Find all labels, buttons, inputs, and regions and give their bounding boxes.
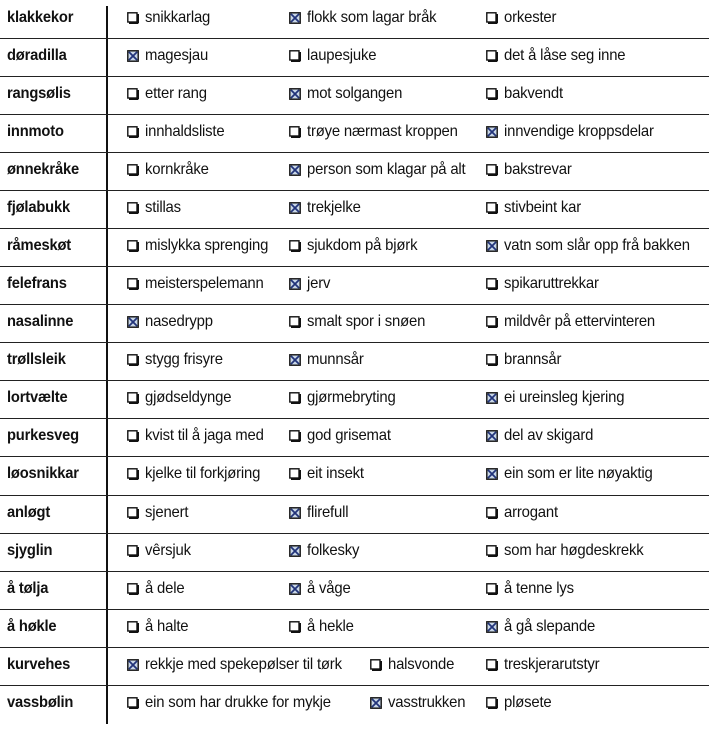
checkbox-icon[interactable] [289, 316, 301, 328]
option-label: rekkje med spekepølser til tørk [145, 656, 342, 673]
term-label: døradilla [7, 47, 67, 64]
answer-option[interactable] [486, 427, 600, 445]
answer-option[interactable] [486, 47, 635, 65]
answer-option[interactable] [289, 465, 368, 483]
quiz-row [0, 648, 709, 686]
term-label: felefrans [7, 275, 67, 292]
answer-option[interactable] [289, 9, 446, 27]
answer-option[interactable] [486, 161, 577, 179]
answer-option[interactable] [127, 656, 357, 674]
answer-option[interactable] [289, 580, 354, 598]
answer-option[interactable] [289, 389, 402, 407]
answer-option[interactable] [127, 123, 230, 141]
term-label: å høkle [7, 618, 57, 635]
checkbox-icon[interactable] [289, 126, 301, 138]
answer-option[interactable] [289, 351, 368, 369]
answer-option[interactable] [127, 618, 192, 636]
option-label: bakstrevar [504, 161, 572, 178]
option-label: å halte [145, 618, 189, 635]
answer-option[interactable] [289, 427, 397, 445]
answer-option[interactable] [370, 694, 471, 712]
option-label: gjødseldynge [145, 389, 232, 406]
answer-option[interactable] [486, 313, 666, 331]
checkbox-icon[interactable] [127, 12, 139, 24]
quiz-row [0, 496, 709, 534]
term-label: purkesveg [7, 427, 79, 444]
checked-box-icon[interactable] [370, 697, 382, 709]
checked-box-icon[interactable] [486, 392, 498, 404]
answer-option[interactable] [486, 9, 560, 27]
answer-option[interactable] [289, 542, 363, 560]
checked-box-icon[interactable] [289, 545, 301, 557]
checkbox-icon[interactable] [127, 430, 139, 442]
answer-option[interactable] [127, 580, 187, 598]
checkbox-icon[interactable] [370, 659, 382, 671]
option-label: trøye nærmast kroppen [307, 123, 458, 140]
option-label: nasedrypp [145, 313, 213, 330]
answer-option[interactable] [486, 275, 606, 293]
answer-option[interactable] [486, 237, 704, 255]
option-label: halsvonde [388, 656, 455, 673]
checkbox-icon[interactable] [127, 697, 139, 709]
term-label: lortvælte [7, 389, 68, 406]
option-label: mot solgangen [307, 85, 403, 102]
checkbox-icon[interactable] [486, 507, 498, 519]
term-label: trøllsleik [7, 351, 66, 368]
quiz-row [0, 267, 709, 305]
checked-box-icon[interactable] [289, 507, 301, 519]
checkbox-icon[interactable] [486, 354, 498, 366]
answer-option[interactable] [127, 542, 194, 560]
option-label: trekjelke [307, 199, 361, 216]
term-label: anløgt [7, 504, 51, 521]
term-label: nasalinne [7, 313, 74, 330]
checkbox-icon[interactable] [486, 50, 498, 62]
answer-option[interactable] [127, 199, 184, 217]
quiz-row [0, 343, 709, 381]
option-label: ein som er lite nøyaktig [504, 465, 653, 482]
checked-box-icon[interactable] [289, 88, 301, 100]
quiz-row [0, 457, 709, 496]
checkbox-icon[interactable] [486, 12, 498, 24]
answer-option[interactable] [486, 85, 567, 103]
term-label: fjølabukk [7, 199, 70, 216]
option-label: smalt spor i snøen [307, 313, 426, 330]
answer-option[interactable] [289, 275, 332, 293]
checkbox-icon[interactable] [486, 278, 498, 290]
option-label: å dele [145, 580, 185, 597]
option-label: det å låse seg inne [504, 47, 626, 64]
quiz-row [0, 229, 709, 267]
checkbox-icon[interactable] [289, 392, 301, 404]
answer-option[interactable] [486, 123, 665, 141]
term-label: kurvehes [7, 656, 71, 673]
option-label: jerv [307, 275, 331, 292]
checked-box-icon[interactable] [289, 583, 301, 595]
option-label: kvist til å jaga med [145, 427, 264, 444]
quiz-row [0, 115, 709, 153]
checkbox-icon[interactable] [127, 507, 139, 519]
quiz-row [0, 153, 709, 191]
checkbox-icon[interactable] [127, 164, 139, 176]
checkbox-icon[interactable] [486, 697, 498, 709]
answer-option[interactable] [289, 123, 469, 141]
checkbox-icon[interactable] [127, 278, 139, 290]
answer-option[interactable] [127, 389, 238, 407]
answer-option[interactable] [486, 351, 566, 369]
option-label: ein som har drukke for mykje [145, 694, 331, 711]
option-label: flirefull [307, 504, 349, 521]
option-label: som har høgdeskrekk [504, 542, 644, 559]
term-label: klakkekor [7, 9, 74, 26]
quiz-row [0, 381, 709, 419]
checked-box-icon[interactable] [486, 240, 498, 252]
option-label: meisterspelemann [145, 275, 264, 292]
answer-option[interactable] [289, 313, 434, 331]
term-label: innmoto [7, 123, 64, 140]
answer-option[interactable] [486, 580, 579, 598]
answer-option[interactable] [127, 427, 273, 445]
checkbox-icon[interactable] [127, 468, 139, 480]
option-label: sjenert [145, 504, 189, 521]
answer-option[interactable] [127, 504, 192, 522]
term-label: rangsølis [7, 85, 71, 102]
term-label: vassbølin [7, 694, 74, 711]
answer-option[interactable] [127, 313, 218, 331]
option-label: stivbeint kar [504, 199, 581, 216]
answer-option[interactable] [127, 694, 345, 712]
quiz-row [0, 1, 709, 39]
checkbox-icon[interactable] [289, 468, 301, 480]
answer-option[interactable] [127, 47, 213, 65]
option-label: etter rang [145, 85, 207, 102]
answer-option[interactable] [486, 542, 654, 560]
option-label: å tenne lys [504, 580, 574, 597]
option-label: laupesjuke [307, 47, 377, 64]
option-label: kjelke til forkjøring [145, 465, 261, 482]
checkbox-icon[interactable] [127, 545, 139, 557]
term-label: å tølja [7, 580, 49, 597]
checked-box-icon[interactable] [289, 278, 301, 290]
quiz-row [0, 305, 709, 343]
checkbox-icon[interactable] [127, 126, 139, 138]
checkbox-icon[interactable] [289, 240, 301, 252]
option-label: flokk som lagar bråk [307, 9, 437, 26]
answer-option[interactable] [289, 47, 382, 65]
answer-option[interactable] [289, 161, 477, 179]
term-label: råmeskøt [7, 237, 71, 254]
answer-option[interactable] [127, 275, 273, 293]
option-label: innvendige kroppsdelar [504, 123, 654, 140]
answer-option[interactable] [127, 237, 277, 255]
option-label: person som klagar på alt [307, 161, 466, 178]
checked-box-icon[interactable] [289, 354, 301, 366]
option-label: mislykka sprenging [145, 237, 269, 254]
answer-option[interactable] [127, 161, 213, 179]
option-label: gjørmebryting [307, 389, 396, 406]
checkbox-icon[interactable] [486, 88, 498, 100]
option-label: å gå slepande [504, 618, 596, 635]
answer-option[interactable] [486, 504, 562, 522]
option-label: mildvêr på ettervinteren [504, 313, 656, 330]
checkbox-icon[interactable] [127, 240, 139, 252]
checkbox-icon[interactable] [127, 354, 139, 366]
quiz-row [0, 191, 709, 229]
answer-option[interactable] [289, 618, 357, 636]
checkbox-icon[interactable] [127, 392, 139, 404]
checkbox-icon[interactable] [486, 583, 498, 595]
term-label: løosnikkar [7, 465, 79, 482]
answer-option[interactable] [127, 9, 215, 27]
checked-box-icon[interactable] [289, 12, 301, 24]
checkbox-icon[interactable] [486, 164, 498, 176]
checkbox-icon[interactable] [127, 583, 139, 595]
answer-option[interactable] [486, 465, 664, 483]
checked-box-icon[interactable] [289, 202, 301, 214]
option-label: del av skigard [504, 427, 594, 444]
checkbox-icon[interactable] [127, 621, 139, 633]
quiz-row [0, 610, 709, 648]
option-label: brannsår [504, 351, 562, 368]
checked-box-icon[interactable] [486, 430, 498, 442]
checkbox-icon[interactable] [289, 430, 301, 442]
checked-box-icon[interactable] [486, 468, 498, 480]
answer-option[interactable] [289, 85, 409, 103]
option-label: stillas [145, 199, 181, 216]
checkbox-icon[interactable] [486, 545, 498, 557]
option-label: innhaldsliste [145, 123, 225, 140]
checked-box-icon[interactable] [289, 164, 301, 176]
checked-box-icon[interactable] [486, 126, 498, 138]
option-label: kornkråke [145, 161, 209, 178]
answer-option[interactable] [486, 694, 555, 712]
answer-option[interactable] [370, 656, 459, 674]
answer-option[interactable] [127, 351, 229, 369]
option-label: magesjau [145, 47, 209, 64]
answer-option[interactable] [486, 656, 607, 674]
option-label: snikkarlag [145, 9, 211, 26]
quiz-row [0, 77, 709, 115]
quiz-row [0, 39, 709, 77]
option-label: vatn som slår opp frå bakken [504, 237, 690, 254]
option-label: folkesky [307, 542, 360, 559]
option-label: spikaruttrekkar [504, 275, 599, 292]
checkbox-icon[interactable] [289, 50, 301, 62]
answer-option[interactable] [127, 465, 269, 483]
term-label: sjyglin [7, 542, 53, 559]
quiz-row [0, 686, 709, 726]
option-label: stygg frisyre [145, 351, 223, 368]
option-label: pløsete [504, 694, 552, 711]
quiz-row [0, 572, 709, 610]
option-label: å våge [307, 580, 351, 597]
checked-box-icon[interactable] [486, 621, 498, 633]
checkbox-icon[interactable] [127, 88, 139, 100]
answer-option[interactable] [486, 389, 633, 407]
checkbox-icon[interactable] [486, 316, 498, 328]
option-label: eit insekt [307, 465, 364, 482]
checkbox-icon[interactable] [127, 202, 139, 214]
option-label: sjukdom på bjørk [307, 237, 418, 254]
option-label: bakvendt [504, 85, 563, 102]
checked-box-icon[interactable] [127, 659, 139, 671]
answer-option[interactable] [289, 237, 426, 255]
option-label: treskjerarutstyr [504, 656, 600, 673]
checkbox-icon[interactable] [289, 621, 301, 633]
option-label: å hekle [307, 618, 354, 635]
option-label: vasstrukken [388, 694, 466, 711]
option-label: god grisemat [307, 427, 391, 444]
option-label: orkester [504, 9, 557, 26]
checked-box-icon[interactable] [127, 316, 139, 328]
answer-option[interactable] [127, 85, 212, 103]
answer-option[interactable] [289, 504, 351, 522]
term-label: ønnekråke [7, 161, 79, 178]
checked-box-icon[interactable] [127, 50, 139, 62]
checkbox-icon[interactable] [486, 659, 498, 671]
quiz-row [0, 534, 709, 572]
answer-option[interactable] [289, 199, 365, 217]
option-label: vêrsjuk [145, 542, 191, 559]
option-label: munnsår [307, 351, 364, 368]
quiz-row [0, 419, 709, 457]
option-label: ei ureinsleg kjering [504, 389, 625, 406]
answer-option[interactable] [486, 199, 587, 217]
answer-option[interactable] [486, 618, 602, 636]
checkbox-icon[interactable] [486, 202, 498, 214]
option-label: arrogant [504, 504, 558, 521]
